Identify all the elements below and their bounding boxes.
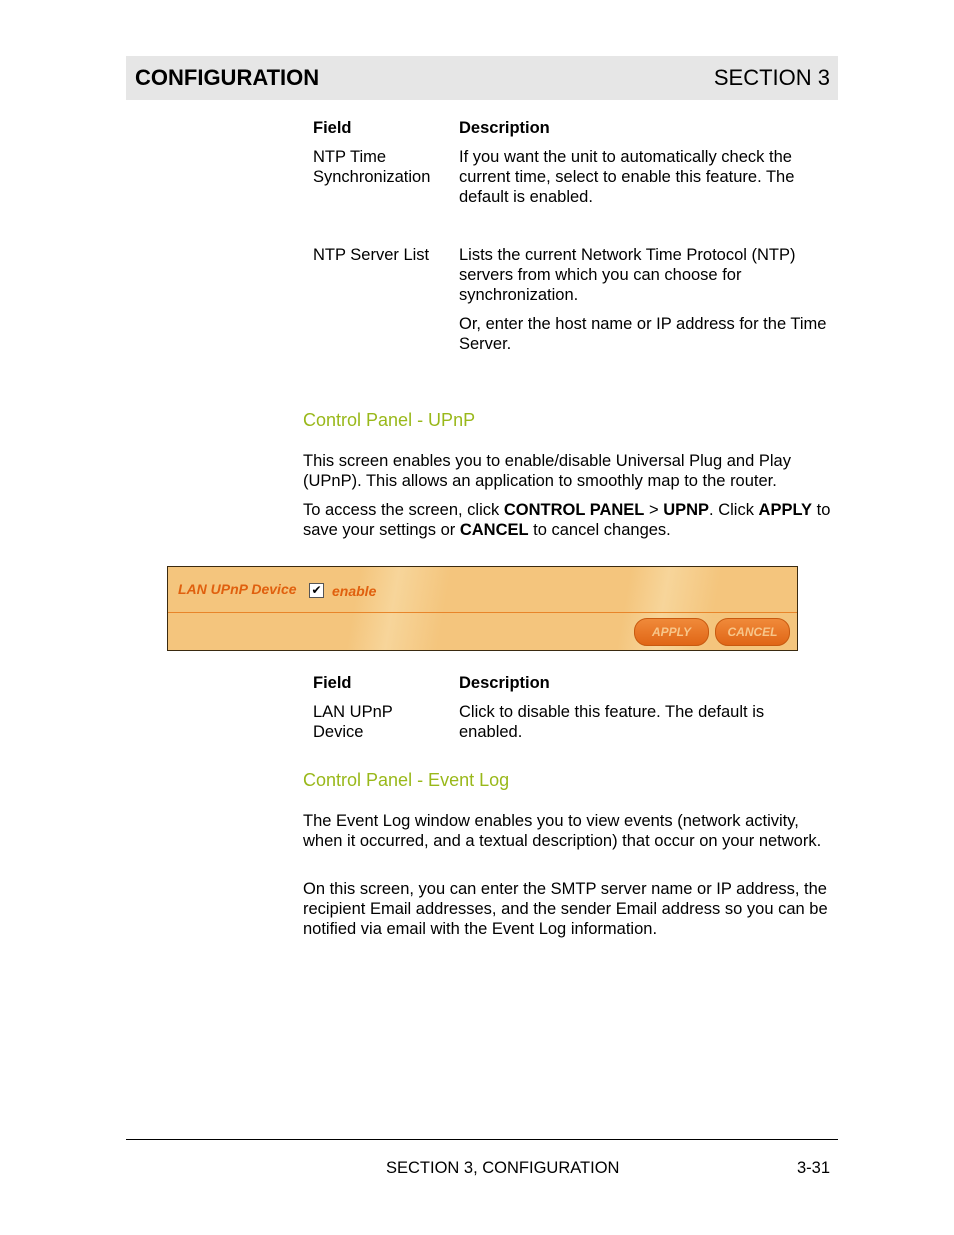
field-cell: NTP Time Synchronization [313, 148, 431, 186]
event-log-smtp-paragraph: On this screen, you can enter the SMTP server name or IP address, the recipient Email addresses, and the sender Email address so you can be notified via email with the Event Log information. [303, 880, 828, 938]
section-title-upnp: Control Panel - UPnP [303, 410, 476, 430]
upnp-intro-paragraph: This screen enables you to enable/disable Universal Plug and Play (UPnP). This allows an application to smoothly map to the router. [303, 452, 791, 490]
field-table-ntp [313, 118, 829, 354]
field-cell: NTP Server List [313, 246, 430, 264]
apply-button[interactable]: APPLY [634, 618, 709, 646]
enable-checkbox-label: enable [332, 583, 377, 599]
lan-upnp-device-label: LAN UPnP Device [178, 581, 297, 597]
table-header-row [313, 118, 829, 138]
description-cell [459, 245, 829, 354]
apply-keyword: APPLY [758, 501, 813, 519]
upnp-access-paragraph [303, 500, 833, 540]
header-section: SECTION 3 [713, 65, 830, 90]
table-row [313, 702, 829, 742]
menu-path-upnp: UPNP [663, 501, 710, 519]
table-row [313, 245, 829, 354]
footer-section-label: SECTION 3, CONFIGURATION [386, 1159, 620, 1177]
description-column-header: Description [459, 674, 550, 692]
description-paragraph: Or, enter the host name or IP address for the Time Server. [459, 315, 827, 353]
text-run: > [644, 501, 664, 519]
table-header-row [313, 673, 829, 693]
field-table-upnp [313, 673, 829, 742]
cancel-keyword: CANCEL [459, 521, 529, 539]
section-title-event-log: Control Panel - Event Log [303, 770, 510, 790]
field-cell: LAN UPnP Device [313, 703, 393, 741]
footer-divider [126, 1139, 838, 1140]
enable-checkbox[interactable]: ✔ [309, 583, 324, 598]
description-cell: If you want the unit to automatically check the current time, select to enable this feature. The default is enabled. [459, 148, 795, 206]
header-title: CONFIGURATION [135, 65, 320, 90]
text-run: to cancel changes. [528, 521, 671, 539]
page-header [126, 56, 838, 100]
upnp-settings-panel [167, 566, 798, 651]
description-column-header: Description [459, 119, 550, 137]
menu-path-control-panel: CONTROL PANEL [503, 501, 645, 519]
text-run: . Click [709, 501, 759, 519]
text-run: To access the screen, click [303, 501, 504, 519]
event-log-intro-paragraph: The Event Log window enables you to view events (network activity, when it occurred, and a textual description) that occur on your network. [303, 812, 822, 850]
cancel-button[interactable]: CANCEL [715, 618, 790, 646]
description-paragraph: Lists the current Network Time Protocol (NTP) servers from which you can choose for synchronization. [459, 246, 796, 304]
panel-divider [168, 612, 797, 613]
description-cell: Click to disable this feature. The default is enabled. [459, 703, 765, 741]
field-column-header: Field [313, 674, 352, 692]
page-number: 3-31 [796, 1159, 830, 1177]
text-run: to save your settings or [303, 501, 831, 539]
table-row [313, 147, 829, 207]
field-column-header: Field [313, 119, 352, 137]
